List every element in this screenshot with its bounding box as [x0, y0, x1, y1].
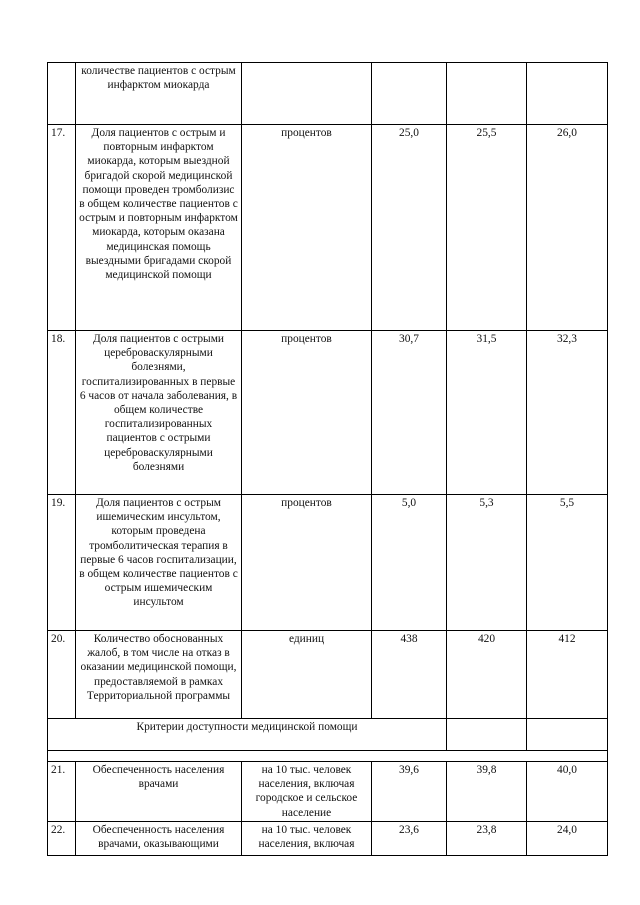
- table-row: [48, 631, 608, 719]
- cell-value-3: [527, 719, 608, 751]
- table-row: [48, 495, 608, 631]
- table-section-row: [48, 719, 608, 751]
- cell-name: количестве пациентов с острым инфарктом миокарда: [76, 63, 242, 125]
- cell-value-3: 32,3: [527, 331, 608, 495]
- cell-value-2: 25,5: [447, 125, 527, 331]
- criteria-table: [47, 62, 608, 856]
- cell-unit: единиц: [242, 631, 372, 719]
- cell-unit: [242, 63, 372, 125]
- cell-num: 18.: [48, 331, 76, 495]
- cell-unit: процентов: [242, 495, 372, 631]
- cell-value-3: 24,0: [527, 822, 608, 856]
- cell-name: Количество обоснованных жалоб, в том числе на отказ в оказании медицинской помощи, предоставляемой в рамках Территориальной программы: [76, 631, 242, 719]
- cell-value-3: 26,0: [527, 125, 608, 331]
- cell-value-1: 438: [372, 631, 447, 719]
- cell-unit: процентов: [242, 125, 372, 331]
- spacer-cell: [48, 751, 608, 762]
- cell-value-3: [527, 63, 608, 125]
- cell-value-1: 23,6: [372, 822, 447, 856]
- cell-value-2: 5,3: [447, 495, 527, 631]
- cell-value-2: [447, 63, 527, 125]
- cell-value-2: 31,5: [447, 331, 527, 495]
- cell-num: 21.: [48, 762, 76, 822]
- cell-unit: на 10 тыс. человек населения, включая городское и сельское население: [242, 762, 372, 822]
- cell-value-2: 39,8: [447, 762, 527, 822]
- cell-value-1: 25,0: [372, 125, 447, 331]
- table-spacer-row: [48, 751, 608, 762]
- cell-num: 19.: [48, 495, 76, 631]
- cell-value-1: 30,7: [372, 331, 447, 495]
- cell-num: [48, 63, 76, 125]
- cell-num: 17.: [48, 125, 76, 331]
- cell-value-1: [372, 63, 447, 125]
- cell-unit: процентов: [242, 331, 372, 495]
- cell-value-1: 39,6: [372, 762, 447, 822]
- cell-value-2: [447, 719, 527, 751]
- cell-name: Доля пациентов с острыми цереброваскулярными болезнями, госпитализированных в первые 6 часов от начала заболевания, в общем количестве госпитализированных пациентов с острыми цереброваскулярными болезнями: [76, 331, 242, 495]
- cell-name: Обеспеченность населения врачами, оказывающими: [76, 822, 242, 856]
- cell-name: Обеспеченность населения врачами: [76, 762, 242, 822]
- cell-value-1: 5,0: [372, 495, 447, 631]
- cell-value-3: 412: [527, 631, 608, 719]
- cell-unit: на 10 тыс. человек населения, включая: [242, 822, 372, 856]
- cell-name: Доля пациентов с острым и повторным инфарктом миокарда, которым выездной бригадой скорой медицинской помощи проведен тромболизис в общем количестве пациентов с острым и повторным инфарктом миокарда, которым оказана медицинская помощь выездными бригадами скорой медицинской помощи: [76, 125, 242, 331]
- table-row-continuation: [48, 63, 608, 125]
- cell-name: Доля пациентов с острым ишемическим инсультом, которым проведена тромболитическая терапия в первые 6 часов госпитализации, в общем количестве пациентов с острым ишемическим инсультом: [76, 495, 242, 631]
- section-title: Критерии доступности медицинской помощи: [48, 719, 447, 751]
- table-row: [48, 331, 608, 495]
- cell-num: 22.: [48, 822, 76, 856]
- cell-value-2: 23,8: [447, 822, 527, 856]
- cell-value-3: 40,0: [527, 762, 608, 822]
- cell-value-2: 420: [447, 631, 527, 719]
- cell-num: 20.: [48, 631, 76, 719]
- table-row: [48, 762, 608, 822]
- table-row: [48, 125, 608, 331]
- cell-value-3: 5,5: [527, 495, 608, 631]
- table-row: [48, 822, 608, 856]
